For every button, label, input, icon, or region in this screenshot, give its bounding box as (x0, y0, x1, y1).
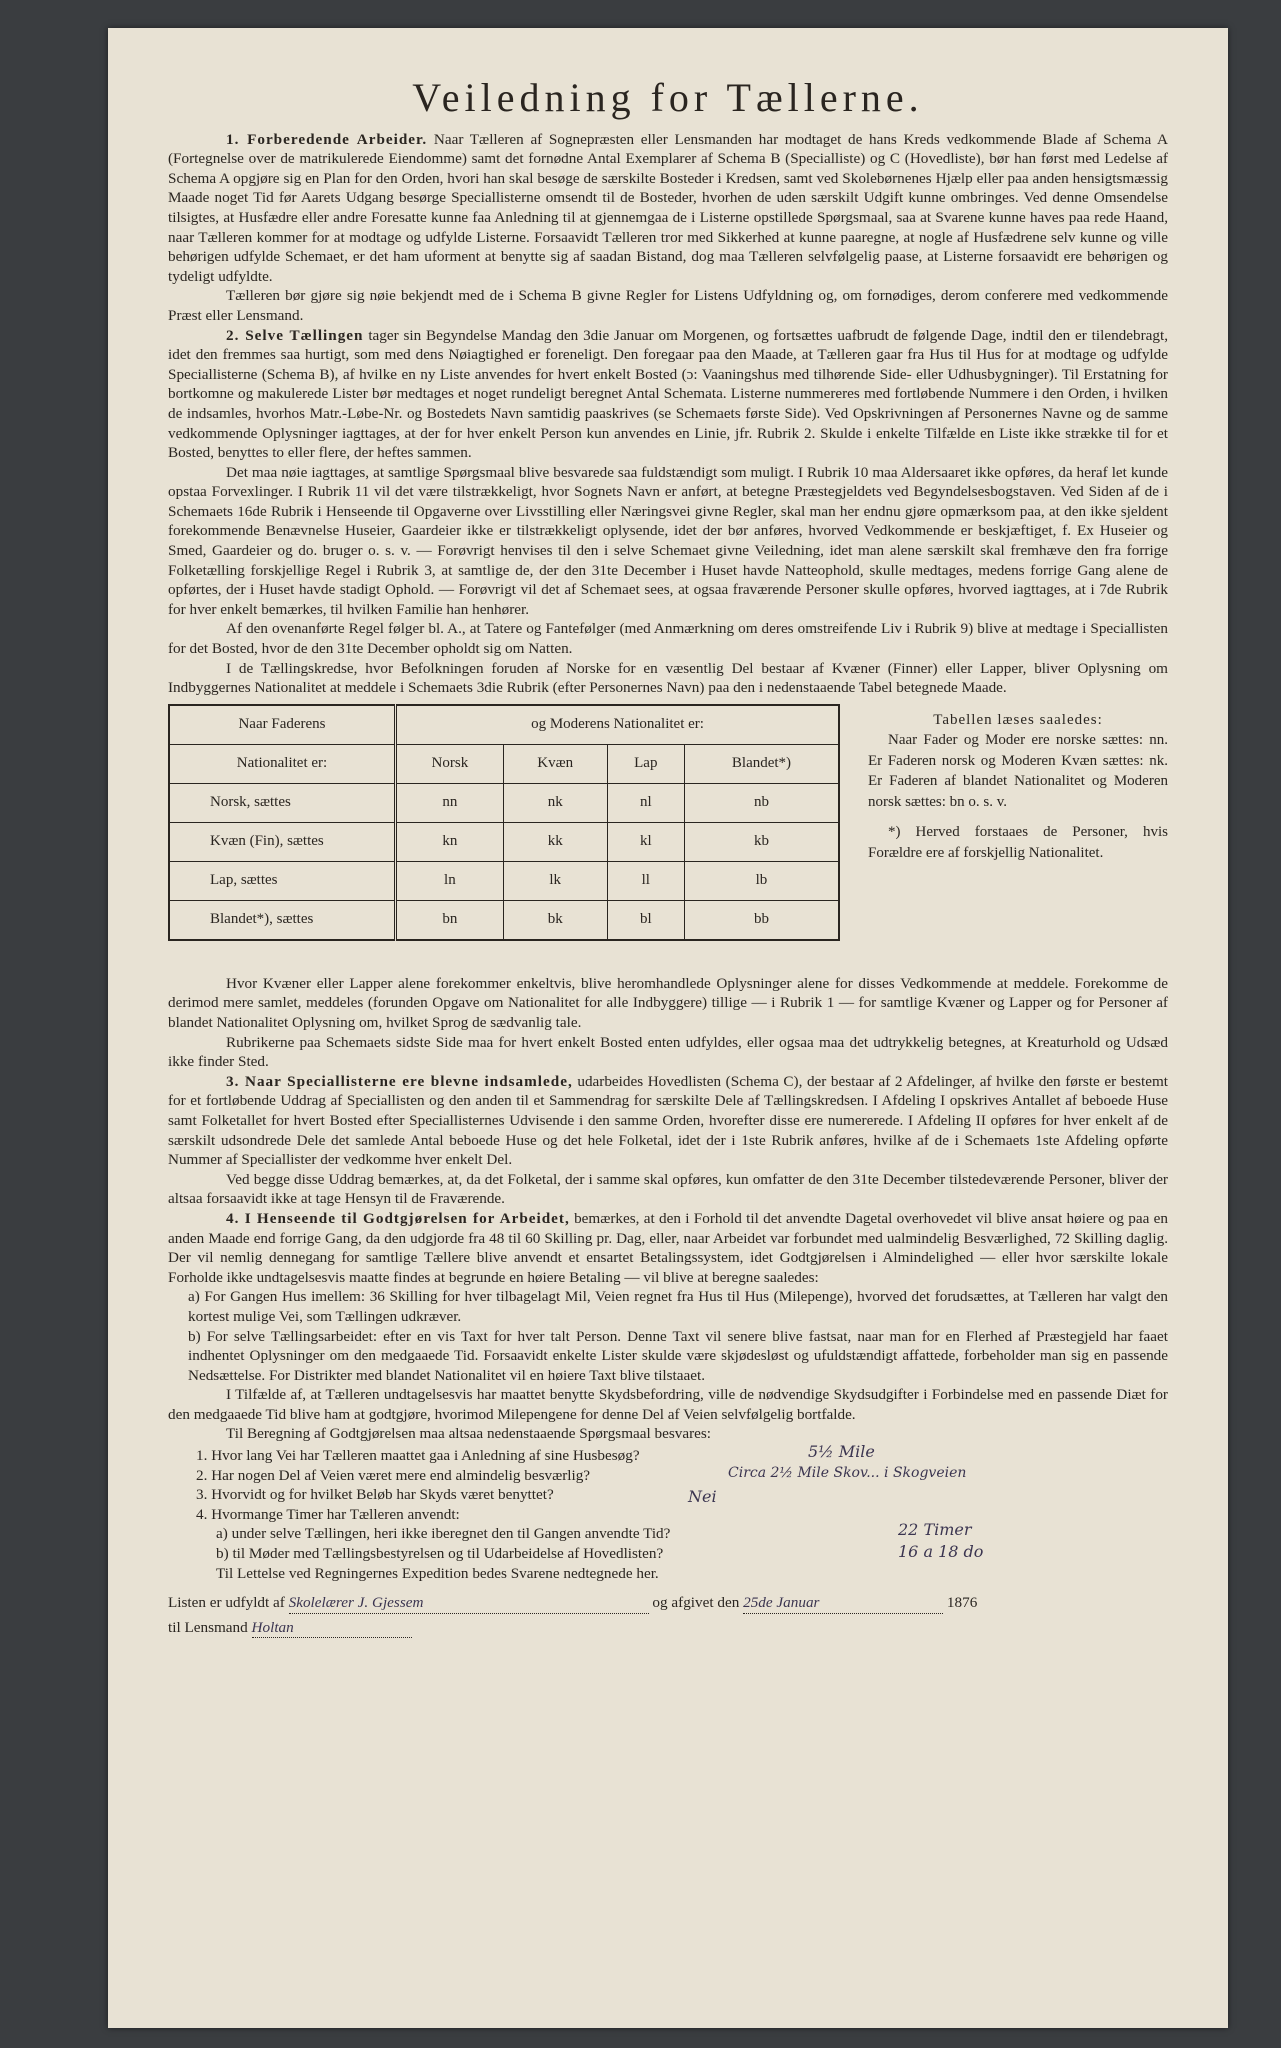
table-cell: nl (607, 783, 684, 822)
closing-note: Til Lettelse ved Regningernes Expedition bedes Svarene nedtegnede her. (216, 1564, 659, 1582)
table-row (169, 900, 839, 940)
table-row (169, 783, 839, 822)
question-4a: a) under selve Tællingen, heri ikke iberegnet den til Gangen anvendte Tid? 22 Timer (216, 1520, 972, 1543)
document-page (108, 28, 1228, 2028)
table-cell: ln (396, 861, 504, 900)
question-1: 1. Hvor lang Vei har Tælleren maattet gaa i Anledning af sine Husbesøg? 5½ Mile (196, 1442, 875, 1465)
table-row (169, 861, 839, 900)
question-4: 4. Hvormange Timer har Tælleren anvendt: (196, 1505, 460, 1523)
answer-2: Circa 2½ Mile Skov... i Skogveien (728, 1464, 967, 1481)
table-explanation (868, 710, 1168, 864)
table-row-label: Lap, sættes (169, 861, 396, 900)
table-cell: bb (684, 900, 839, 940)
section-3-heading: 3. Naar Speciallisterne ere blevne indsamlede, (226, 1072, 573, 1090)
table-cell: kk (503, 822, 607, 861)
table-col-header: Kvæn (503, 744, 607, 783)
answer-3: Nei (688, 1487, 717, 1507)
table-explanation-heading: Tabellen læses saaledes: (933, 711, 1103, 728)
table-cell: ll (607, 861, 684, 900)
table-cell: lb (684, 861, 839, 900)
section-1-paragraph: 1. Forberedende Arbeider. Naar Tælleren af Sognepræsten eller Lensmanden har modtaget de hans Kreds vedkommende Blade af Schema A (Fortegnelse over de matrikulerede Eiendomme) samt det fornødne Antal Exemplarer af Schema B (Specialliste) og C (Hovedliste), bør han først med Ledelse af Schema A opgjøre sig en Plan for den Orden, hvori han skal besøge de særskilte Bosteder i Kredsen, samt ved Skolebørnenes Hjælp eller paa anden hensigtsmæssig Maade noget Tid før Aarets Udgang besørge Speciallisterne omsendt til de Bosteder, hvorhen de uden særskilt Udgift kunne ombringes. Ved denne Omsendelse tilsigtes, at Husfædre eller andre Foresatte kunne faa Anledning til at gjennemgaa de i Listerne opstillede Spørgsmaal, saa at Svarene kunne haves paa rede Haand, naar Tælleren kommer for at modtage og udfylde Listerne. Forsaavidt Tælleren tror med Sikkerhed at kunne paaregne, at nogle af Husfædrene selv kunne og ville behørigen udfylde Schemaet, er det ham uforment at benytte sig af saadan Bistand, dog maa Tælleren selvfølgelig paase, at Listerne forsaavidt ere behørigen og tydeligt udfyldte. (168, 130, 1169, 285)
section-3-paragraph: 3. Naar Speciallisterne ere blevne indsamlede, udarbeides Hovedlisten (Schema C), der bestaar af 2 Afdelinger, af hvilke den første er bestemt for et fortløbende Uddrag af Speciallisten og den anden til et Sammendrag for særskilte Dele af Tællingskredsen. I Afdeling I opskrives Antallet af beboede Huse samt Folketallet for hvert Bosted efter Speciallisternes Udvisende i den samme Orden, hvorefter disse ere numererede. I Afdeling II opføres for hver enkelt af de særskilt udsondrede Dele det samlede Antal beboede Huse og det hele Folketal, idet der i 1ste Rubrik anføres, hvilke af de i Schemaets 1ste Afdeling opførte Nummer af Speciallister der vedkomme hver enkelt Del. (168, 1072, 1168, 1169)
section-2-paragraph-4: I de Tællingskredse, hvor Befolkningen foruden af Norske for en væsentlig Del bestaar af Kvæner (Finner) eller Lapper, bliver Oplysning om Indbyggernes Nationalitet at meddele i Schemaets 3die Rubrik (efter Personernes Navn) paa den i nedenstaaende Tabel betegnede Maade. (168, 659, 1168, 697)
table-cell: lk (503, 861, 607, 900)
lensmand-signature: Holtan (252, 1618, 412, 1639)
table-cell: bl (607, 900, 684, 940)
table-row-label: Blandet*), sættes (169, 900, 396, 940)
table-cell: nk (503, 783, 607, 822)
section-4-paragraph-2: I Tilfælde af, at Tælleren undtagelsesvis har maattet benytte Skydsbefordring, ville de nødvendige Skydsudgifter i Forbindelse med en passende Diæt for den medgaaede Tid blive ham at godtgjøre, hvorimod Milepengene for denne Del af Veien selvfølgelig bortfalde. (168, 1386, 1168, 1423)
section-4-item-a: a) For Gangen Hus imellem: 36 Skilling for hver tilbagelagt Mil, Veien regnet fra Hus til Hus (Milepenge), hvorved det forudsættes, at Tælleren har valgt den kortest mulige Vei, som Tællingen udkræver. (188, 1288, 1168, 1325)
table-row-label: Norsk, sættes (169, 783, 396, 822)
question-2: 2. Har nogen Del af Veien været mere end almindelig besværlig? Circa 2½ Mile Skov... i Skogveien (196, 1464, 967, 1484)
table-col-header: Norsk (396, 744, 504, 783)
section-2-paragraph-2: Det maa nøie iagttages, at samtlige Spørgsmaal blive besvarede saa fuldstændigt som muligt. I Rubrik 10 maa Aldersaaret ikke opføres, da heraf let kunde opstaa Forvexlinger. I Rubrik 11 vil det være tilstrækkeligt, hvor Sognets Navn er anført, at betegne Præstegjeldets ved Begyndelsesbogstaven. Ved Siden af de i Schemaets 16de Rubrik i Henseende til Opgaverne over Livsstilling eller Næringsvei givne Regler, skal man her endnu gjøre opmærksom paa, at den ikke sjeldent forekommende Benævnelse Huseier, Gaardeier ikke er tilstrækkeligt oplysende, idet der bør anføres, hvorved Vedkommende er beskjæftiget, f. Ex Huseier og Smed, Gaardeier og do. bruger o. s. v. — Forøvrigt henvises til den i selve Schemaet givne Veiledning, idet man alene særskilt skal fremhæve den fra forrige Folketælling forskjellige Regel i Rubrik 3, at samtlige de, der den 31te December i Huset havde Natteophold, skulle medtages, medens forrige Gang alene de opførtes, der i Huset havde stadigt Ophold. — Forøvrigt vil det af Schemaet sees, at ogsaa fraværende Personer skulle opføres, hvorved iagttages, at i 7de Rubrik for hver enkelt bemærkes, til hvilken Familie han henhører. (168, 463, 1168, 618)
table-row-label: Kvæn (Fin), sættes (169, 822, 396, 861)
table-header-nationality: Nationalitet er: (169, 744, 396, 783)
table-row (169, 822, 839, 861)
table-cell: bn (396, 900, 504, 940)
lensmand-line: til Lensmand Holtan (168, 1618, 1168, 1639)
table-cell: kn (396, 822, 504, 861)
nationality-table (168, 704, 840, 941)
nationality-table-area (168, 704, 1168, 966)
submission-date: 25de Januar (743, 1593, 943, 1614)
answer-1: 5½ Mile (808, 1442, 875, 1462)
table-cell: kb (684, 822, 839, 861)
table-header-father: Naar Faderens (169, 705, 396, 745)
table-explanation-body: Naar Fader og Moder ere norske sættes: nn. Er Faderen norsk og Moderen Kvæn sættes: nk. Er Faderen af blandet Nationalitet og Moderen norsk sættes: bn o. s. v. (868, 732, 1168, 810)
table-header-mother: og Moderens Nationalitet er: (396, 705, 840, 745)
answer-4a: 22 Timer (898, 1520, 972, 1540)
section-4-paragraph: 4. I Henseende til Godtgjørelsen for Arbeidet, bemærkes, at den i Forhold til det anvendte Dagetal overhovedet vil blive ansat høiere og paa en anden Maade end forrige Gang, da den udgjorde fra 48 til 60 Skilling pr. Dag, eller, naar Arbeidet var forbundet med ualmindelig Besværlighed, 72 Skilling daglig. Der vil nemlig dennegang for samtlige Tællere blive anvendt et ensartet Betalingssystem, idet Godtgjørelsen i Almindelighed — eller hvor særskilte lokale Forholde ikke undtagelsesvis maatte findes at begrunde en høiere Betaling — vil blive at beregne saaledes: (168, 1209, 1168, 1286)
document-content (168, 75, 1169, 1638)
table-footnote: *) Herved forstaaes de Personer, hvis Forældre ere af forskjellig Nationalitet. (868, 824, 1168, 861)
table-col-header: Lap (607, 744, 684, 783)
answer-4b: 16 a 18 do (898, 1542, 984, 1562)
section-4-paragraph-3: Til Beregning af Godtgjørelsen maa altsaa nedenstaaende Spørgsmaal besvares: (226, 1425, 712, 1443)
section-4-item-b: b) For selve Tællingsarbeidet: efter en vis Taxt for hver talt Person. Denne Taxt vil senere blive fastsat, naar man for en Flerhed af Præstegjeld har faaet indhentet Oplysninger om den medgaaede Tid. Forsaavidt enkelte Lister skulde være skjødesløst og ufuldstændigt affattede, forbeholder man sig en passende Nedsættelse. For Distrikter med blandet Nationalitet vil en høiere Taxt blive tilstaaet. (188, 1327, 1168, 1384)
submission-year: 1876 (946, 1594, 978, 1612)
section-2-paragraph-5: Hvor Kvæner eller Lapper alene forekommer enkeltvis, blive heromhandlede Oplysninger alene for disses Vedkommende at meddele. Forekomme de derimod mere samlet, meddeles (forunden Opgave om Nationalitet for alle Indbyggere) tillige — i Rubrik 1 — for samtlige Kvæner og Lapper og for Personer af blandet Nationalitet Oplysning om, hvilket Sprog de sædvanlig tale. (168, 974, 1168, 1031)
section-1-paragraph-2: Tælleren bør gjøre sig nøie bekjendt med de i Schema B givne Regler for Listens Udfyldning og, om fornødiges, derom conferere med vedkommende Præst eller Lensmand. (168, 287, 1168, 324)
section-2-heading: 2. Selve Tællingen (226, 326, 364, 344)
section-4-heading: 4. I Henseende til Godtgjørelsen for Arbeidet, (226, 1209, 570, 1227)
section-2-paragraph-6: Rubrikerne paa Schemaets sidste Side maa for hvert enkelt Bosted enten udfyldes, eller ogsaa maa det udtrykkelig betegnes, at Kreaturhold og Udsæd ikke finder Sted. (168, 1033, 1168, 1071)
section-3-paragraph-2: Ved begge disse Uddrag bemærkes, at, da det Folketal, der i samme skal opføres, kun omfatter de den 31te December tilstedeværende Personer, bliver der altsaa forsaavidt ikke at tage Hensyn til de Fraværende. (168, 1170, 1168, 1208)
signature-line: Listen er udfyldt af Skolelærer J. Gjessem og afgivet den 25de Januar 1876 (168, 1593, 1168, 1614)
section-2-paragraph: 2. Selve Tællingen tager sin Begyndelse Mandag den 3die Januar om Morgenen, og fortsættes uafbrudt de følgende Dage, indtil den er tilendebragt, idet den fremmes saa hurtigt, som med dens Nøiagtighed er foreneligt. Den foregaar paa den Maade, at Tælleren gaar fra Hus til Hus for at modtage og udfylde Speciallisterne (Schema B), af hvilke en ny Liste anvendes for hvert enkelt Bosted (ɔ: Vaaningshus med tilhørende Side- eller Udhusbygninger). Til Erstatning for bortkomne og makulerede Lister bør medtages et noget rundeligt beregnet Antal Schemata. Listerne nummereres med fortløbende Nummere i den Orden, i hvilken de indsamles, hvorhos Matr.-Løbe-Nr. og Bostedets Navn samtidig paaskrives (se Schemaets første Side). Ved Opskrivningen af Personernes Navne og de samme vedkommende Oplysninger iagttages, at der for hver enkelt Person kun anvendes en Linie, jfr. Rubrik 2. Skulde i enkelte Tilfælde en Liste ikke strække til for et Bosted, benyttes to eller flere, der heftes sammen. (168, 326, 1169, 462)
page-title: Veiledning for Tællerne. (412, 75, 924, 120)
questions-block (168, 1442, 1168, 1583)
question-4b: b) til Møder med Tællingsbestyrelsen og til Udarbeidelse af Hovedlisten? 16 a 18 do (216, 1542, 984, 1563)
tallier-signature: Skolelærer J. Gjessem (289, 1593, 649, 1614)
question-3: 3. Hvorvidt og for hvilket Beløb har Skyds været benyttet? Nei (196, 1486, 717, 1507)
section-1-heading: 1. Forberedende Arbeider. (226, 130, 428, 148)
table-cell: kl (607, 822, 684, 861)
section-2-paragraph-3: Af den ovenanførte Regel følger bl. A., at Tatere og Fantefølger (med Anmærkning om deres omstreifende Liv i Rubrik 9) blive at medtage i Speciallisten for det Bosted, hvor de den 31te December opholdt sig om Natten. (168, 620, 1168, 658)
table-cell: nn (396, 783, 504, 822)
table-cell: nb (684, 783, 839, 822)
table-col-header: Blandet*) (684, 744, 839, 783)
table-cell: bk (503, 900, 607, 940)
